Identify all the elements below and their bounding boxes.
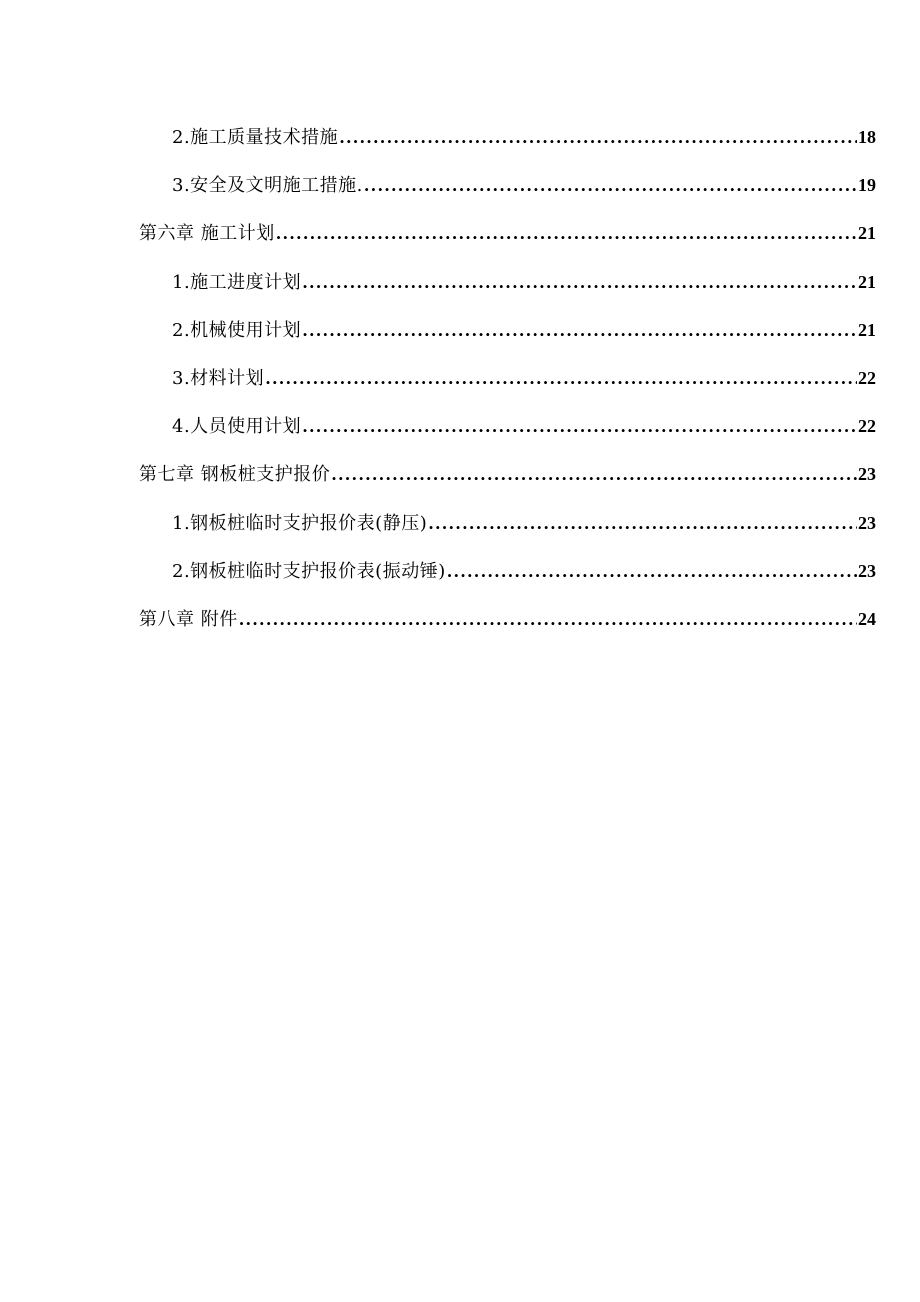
toc-entry[interactable] [0, 402, 920, 450]
toc-entry-title: 3.安全及文明施工措施. [172, 175, 363, 197]
toc-entry-title: 3.材料计划 [172, 367, 265, 389]
toc-entry[interactable] [0, 113, 920, 161]
toc-entry-title: 1.施工进度计划 [172, 271, 302, 293]
toc-dot-leader [302, 403, 857, 451]
toc-dot-leader [239, 596, 857, 644]
toc-entry-title: 2.钢板桩临时支护报价表(振动锤) [172, 560, 446, 582]
toc-entry[interactable] [0, 258, 920, 306]
toc-dot-leader [265, 355, 857, 403]
toc-entry[interactable] [0, 499, 920, 547]
toc-entry-title: 1.钢板桩临时支护报价表(静压) [172, 512, 428, 534]
toc-dot-leader [302, 259, 857, 307]
toc-entry[interactable] [0, 161, 920, 209]
toc-dot-leader [331, 451, 857, 499]
toc-dot-leader [276, 210, 857, 258]
toc-entry-title: 4.人员使用计划 [172, 416, 302, 438]
toc-page-number: 24 [858, 608, 876, 629]
toc-chapter-entry[interactable] [0, 450, 920, 498]
toc-dot-leader [364, 162, 857, 210]
toc-chapter-entry[interactable] [0, 595, 920, 643]
toc-page-number: 22 [858, 416, 876, 437]
toc-dot-leader [339, 114, 857, 162]
table-of-contents [0, 113, 920, 643]
toc-page-number: 21 [858, 271, 876, 292]
toc-entry[interactable] [0, 306, 920, 354]
toc-dot-leader [428, 500, 857, 548]
toc-page-number: 21 [858, 223, 876, 244]
toc-dot-leader [447, 548, 857, 596]
toc-page-number: 22 [858, 367, 876, 388]
toc-page-number: 23 [858, 464, 876, 485]
toc-page-number: 21 [858, 319, 876, 340]
toc-dot-leader [302, 307, 857, 355]
toc-chapter-entry[interactable] [0, 209, 920, 257]
toc-entry[interactable] [0, 547, 920, 595]
toc-entry-title: 第七章 钢板桩支护报价 [139, 464, 331, 486]
toc-entry-title: 第六章 施工计划 [139, 223, 275, 245]
toc-entry[interactable] [0, 354, 920, 402]
toc-page-number: 23 [858, 512, 876, 533]
toc-page-number: 18 [858, 127, 876, 147]
toc-entry-title: 2.机械使用计划 [172, 319, 302, 341]
toc-entry-title: 第八章 附件 [139, 608, 238, 630]
toc-page-number: 23 [858, 560, 876, 581]
toc-entry-title: 2.施工质量技术措施 [172, 127, 339, 148]
toc-page-number: 19 [858, 175, 876, 196]
